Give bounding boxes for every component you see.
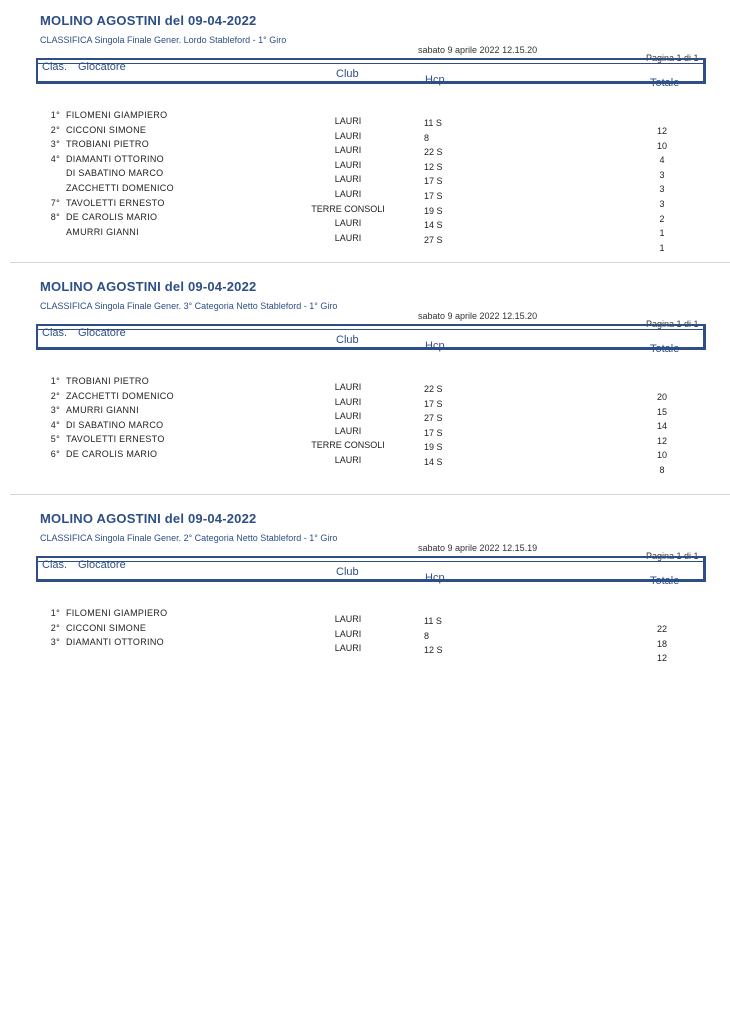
hcp-cell: 8 [424,132,430,143]
col-header-club: Club [336,566,359,578]
player-name-cell: DI SABATINO MARCO [66,419,164,430]
player-name-cell: DE CAROLIS MARIO [66,449,158,459]
rank-cell: 5° [50,434,60,445]
hcp-cell: 17 S [424,191,443,201]
hcp-cell: 27 S [424,413,443,424]
page-number: Pagina 1 di 1 [646,551,699,561]
rank-cell: 2° [50,124,60,135]
col-header-player: Giocatore [78,61,126,73]
section-subtitle: CLASSIFICA Singola Finale Gener. 2° Categoria Netto Stableford - 1° Giro [40,533,338,543]
player-name-cell: DIAMANTI OTTORINO [66,637,164,648]
club-cell: LAURI [334,396,362,407]
player-name-cell: DE CAROLIS MARIO [66,212,158,223]
col-header-total: Totale [650,575,680,587]
total-cell: 1 [659,228,665,239]
header-top-rule [38,329,703,330]
club-cell: LAURI [334,218,362,229]
club-cell: LAURI [334,614,362,624]
player-name-cell: FILOMENI GIAMPIERO [66,608,168,618]
hcp-cell: 19 S [424,442,443,453]
club-cell: LAURI [334,189,362,199]
club-cell: LAURI [334,174,362,185]
hcp-cell: 17 S [424,427,443,438]
header-top-rule [38,63,703,64]
col-header-hcp: Hcp [425,340,445,352]
hcp-cell: 11 S [424,616,442,626]
rank-cell: 2° [50,622,60,633]
club-cell: LAURI [334,159,362,170]
total-cell: 20 [656,392,667,402]
player-name-cell: CICCONI SIMONE [66,124,147,135]
total-cell: 12 [656,126,667,136]
col-header-total: Totale [650,343,680,355]
col-header-player: Giocatore [78,559,126,571]
player-name-cell: TROBIANI PIETRO [66,139,150,150]
column-header-bar [36,324,706,350]
rank-cell: 3° [50,405,60,416]
total-cell: 3 [659,199,665,209]
col-header-club: Club [336,334,359,346]
total-cell: 2 [659,213,665,224]
player-name-cell: TROBIANI PIETRO [66,376,150,386]
hcp-cell: 14 S [424,457,443,467]
section-subtitle: CLASSIFICA Singola Finale Gener. Lordo Stableford - 1° Giro [40,35,287,45]
page-number: Pagina 1 di 1 [646,53,699,63]
section-title: MOLINO AGOSTINI del 09-04-2022 [40,13,257,28]
player-name-cell: TAVOLETTI ERNESTO [66,197,165,208]
col-header-clas: Clas. [42,61,68,73]
hcp-cell: 27 S [424,234,443,245]
total-cell: 3 [659,184,665,195]
rank-cell: 4° [50,419,60,430]
page-number: Pagina 1 di 1 [646,319,699,329]
print-timestamp: sabato 9 aprile 2022 12.15.20 [418,45,538,55]
total-cell: 10 [656,140,667,151]
club-cell: LAURI [334,643,362,654]
club-cell: LAURI [334,628,362,639]
ranking-section [0,10,730,253]
player-name-cell: ZACCHETTI DOMENICO [66,183,174,193]
col-header-player: Giocatore [78,327,126,339]
total-cell: 22 [656,624,667,634]
section-title: MOLINO AGOSTINI del 09-04-2022 [40,511,257,526]
club-cell: LAURI [334,382,362,392]
hcp-cell: 17 S [424,176,443,187]
hcp-cell: 11 S [424,118,442,128]
header-top-rule [38,561,703,562]
rank-cell: 4° [50,153,60,164]
rank-cell: 7° [50,197,60,208]
total-cell: 15 [656,406,667,417]
hcp-cell: 22 S [424,384,443,394]
total-cell: 18 [656,638,667,649]
club-cell: TERRE CONSOLI [311,440,385,451]
hcp-cell: 14 S [424,220,443,231]
player-name-cell: CICCONI SIMONE [66,622,147,633]
total-cell: 12 [656,653,667,664]
club-cell: LAURI [334,145,362,156]
club-cell: LAURI [334,130,362,141]
rank-cell: 6° [50,449,60,459]
total-cell: 12 [656,435,667,446]
player-name-cell: AMURRI GIANNI [66,226,139,237]
rank-cell: 3° [50,637,60,648]
total-cell: 4 [659,155,665,166]
hcp-cell: 17 S [424,398,443,409]
rank-cell: 8° [50,212,60,223]
rank-cell: 3° [50,139,60,150]
total-cell: 8 [659,465,665,475]
club-cell: LAURI [334,411,362,422]
section-divider [10,262,730,263]
hcp-cell: 12 S [424,161,443,172]
total-cell: 3 [659,169,665,180]
player-name-cell: DI SABATINO MARCO [66,168,164,179]
hcp-cell: 8 [424,630,430,641]
col-header-clas: Clas. [42,559,68,571]
club-cell: LAURI [334,425,362,436]
player-name-cell: ZACCHETTI DOMENICO [66,390,174,401]
player-name-cell: AMURRI GIANNI [66,405,139,416]
ranking-section [0,508,730,748]
player-name-cell: FILOMENI GIAMPIERO [66,110,168,120]
section-subtitle: CLASSIFICA Singola Finale Gener. 3° Categoria Netto Stableford - 1° Giro [40,301,338,311]
player-name-cell: DIAMANTI OTTORINO [66,153,164,164]
print-timestamp: sabato 9 aprile 2022 12.15.20 [418,311,538,321]
column-header-bar [36,556,706,582]
rank-cell: 1° [50,110,60,120]
rank-cell: 2° [50,390,60,401]
col-header-clas: Clas. [42,327,68,339]
player-name-cell: TAVOLETTI ERNESTO [66,434,165,445]
col-header-total: Totale [650,77,680,89]
hcp-cell: 12 S [424,645,443,656]
club-cell: TERRE CONSOLI [311,203,385,214]
print-timestamp: sabato 9 aprile 2022 12.15.19 [418,543,538,553]
total-cell: 1 [659,242,665,253]
hcp-cell: 19 S [424,205,443,216]
hcp-cell: 22 S [424,147,443,158]
club-cell: LAURI [334,232,362,243]
total-cell: 14 [656,421,667,432]
ranking-section [0,276,730,516]
col-header-hcp: Hcp [425,572,445,584]
section-title: MOLINO AGOSTINI del 09-04-2022 [40,279,257,294]
club-cell: LAURI [334,455,362,465]
total-cell: 10 [656,450,667,461]
rank-cell: 1° [50,376,60,386]
col-header-hcp: Hcp [425,74,445,86]
col-header-club: Club [336,68,359,80]
rank-cell: 1° [50,608,60,618]
column-header-bar [36,58,706,84]
club-cell: LAURI [334,116,362,126]
